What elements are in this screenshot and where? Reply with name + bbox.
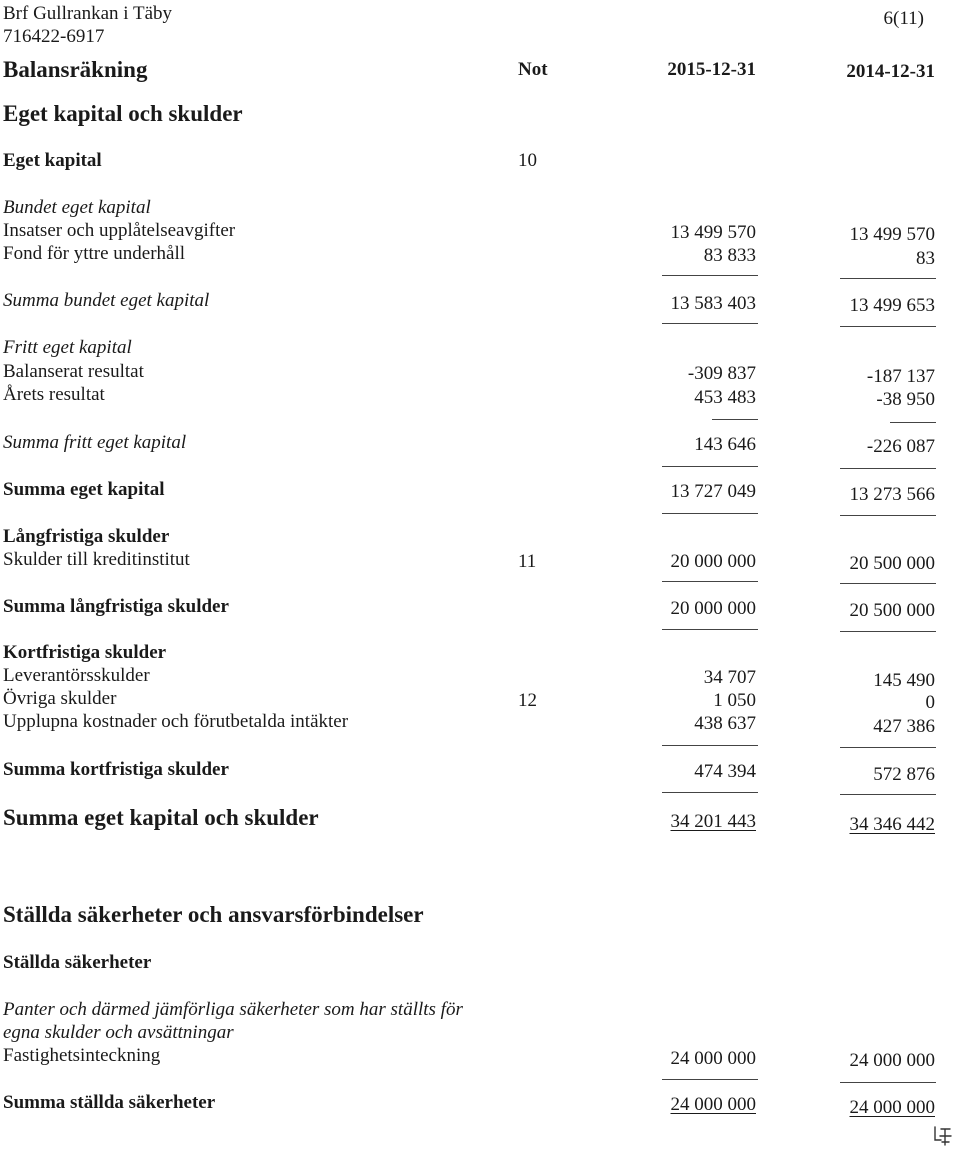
subtotal-value-previous: 13 499 653: [849, 295, 935, 316]
subtotal-rule: [840, 747, 936, 748]
row-value-current: 438 637: [694, 713, 756, 734]
row-value-current: 1 050: [713, 690, 756, 711]
equity-heading: Eget kapital: [3, 150, 102, 171]
subtotal-label: Summa långfristiga skulder: [3, 596, 229, 617]
subtotal-rule: [840, 326, 936, 327]
row-value-current: -309 837: [687, 363, 756, 384]
row-value-current: 24 000 000: [670, 1048, 756, 1069]
total-rule: [662, 513, 758, 514]
pledged-total-current: 24 000 000: [670, 1094, 756, 1115]
pledged-total-label: Summa ställda säkerheter: [3, 1092, 216, 1113]
grand-total-label: Summa eget kapital och skulder: [3, 805, 319, 830]
row-label: Upplupna kostnader och förutbetalda intäkter: [3, 711, 349, 732]
subtotal-rule: [840, 794, 936, 795]
company-name: Brf Gullrankan i Täby: [3, 3, 173, 24]
row-label: Fond för yttre underhåll: [3, 243, 186, 264]
subtotal-value-previous: -226 087: [866, 436, 935, 457]
subtotal-rule: [890, 422, 936, 423]
pledged-subheading: Panter och därmed jämförliga säkerheter som har ställts för: [3, 999, 463, 1020]
total-equity-label: Summa eget kapital: [3, 479, 165, 500]
total-equity-previous: 13 273 566: [849, 484, 935, 505]
statement-title: Balansräkning: [3, 57, 148, 82]
subtotal-rule: [840, 583, 936, 584]
row-label: Insatser och upplåtelseavgifter: [3, 220, 236, 241]
row-label: Balanserat resultat: [3, 361, 144, 382]
subtotal-rule: [662, 792, 758, 793]
row-label: Leverantörsskulder: [3, 665, 150, 686]
subtotal-rule: [840, 468, 936, 469]
subtotal-rule: [662, 581, 758, 582]
row-label: Fastighetsinteckning: [3, 1045, 161, 1066]
pledged-subheading-cont: egna skulder och avsättningar: [3, 1022, 234, 1043]
total-equity-current: 13 727 049: [670, 481, 756, 502]
row-note: 11: [518, 551, 537, 572]
page-number: 6(11): [883, 8, 924, 29]
row-value-current: 83 833: [703, 245, 756, 266]
row-value-previous: 20 500 000: [849, 553, 935, 574]
row-value-previous: 13 499 570: [849, 224, 935, 245]
subtotal-value-current: 20 000 000: [670, 598, 756, 619]
subtotal-rule: [662, 466, 758, 467]
total-rule: [840, 515, 936, 516]
subtotal-rule: [662, 745, 758, 746]
equity-note: 10: [518, 150, 537, 171]
long-term-heading: Långfristiga skulder: [3, 526, 170, 547]
subtotal-label: Summa fritt eget kapital: [3, 432, 187, 453]
pledged-section-title: Ställda säkerheter och ansvarsförbindelser: [3, 902, 424, 927]
subtotal-rule: [662, 323, 758, 324]
row-value-current: 453 483: [694, 387, 756, 408]
subtotal-label: Summa kortfristiga skulder: [3, 759, 229, 780]
pledged-total-previous: 24 000 000: [849, 1097, 935, 1118]
section-title: Eget kapital och skulder: [3, 101, 243, 126]
row-label: Övriga skulder: [3, 688, 117, 709]
subtotal-rule: [840, 1082, 936, 1083]
row-value-previous: -38 950: [876, 389, 935, 410]
subtotal-rule: [712, 419, 758, 420]
subtotal-label: Summa bundet eget kapital: [3, 290, 210, 311]
restricted-equity-heading: Bundet eget kapital: [3, 197, 151, 218]
signature-initials: [932, 1125, 954, 1147]
row-value-previous: 24 000 000: [849, 1050, 935, 1071]
grand-total-previous: 34 346 442: [849, 814, 935, 835]
subtotal-value-current: 13 583 403: [670, 293, 756, 314]
row-value-previous: 427 386: [873, 716, 935, 737]
subtotal-rule: [662, 275, 758, 276]
org-number: 716422-6917: [3, 26, 105, 47]
subtotal-rule: [662, 629, 758, 630]
subtotal-value-current: 143 646: [694, 434, 756, 455]
subtotal-value-previous: 20 500 000: [849, 600, 935, 621]
column-current-year: 2015-12-31: [667, 59, 756, 80]
subtotal-rule: [840, 278, 936, 279]
free-equity-heading: Fritt eget kapital: [3, 337, 132, 358]
row-value-previous: 0: [925, 692, 935, 713]
subtotal-rule: [662, 1079, 758, 1080]
row-note: 12: [518, 690, 537, 711]
subtotal-value-previous: 572 876: [873, 764, 935, 785]
row-value-previous: 145 490: [873, 670, 935, 691]
subtotal-value-current: 474 394: [694, 761, 756, 782]
row-value-current: 13 499 570: [670, 222, 756, 243]
row-label: Årets resultat: [3, 384, 105, 405]
column-note-header: Not: [518, 59, 548, 80]
grand-total-current: 34 201 443: [670, 811, 756, 832]
row-value-current: 34 707: [703, 667, 756, 688]
short-term-heading: Kortfristiga skulder: [3, 642, 167, 663]
pledged-heading: Ställda säkerheter: [3, 952, 152, 973]
row-value-previous: -187 137: [866, 366, 935, 387]
row-value-current: 20 000 000: [670, 551, 756, 572]
subtotal-rule: [840, 631, 936, 632]
column-previous-year: 2014-12-31: [846, 61, 935, 82]
row-label: Skulder till kreditinstitut: [3, 549, 190, 570]
row-value-previous: 83: [916, 248, 935, 269]
